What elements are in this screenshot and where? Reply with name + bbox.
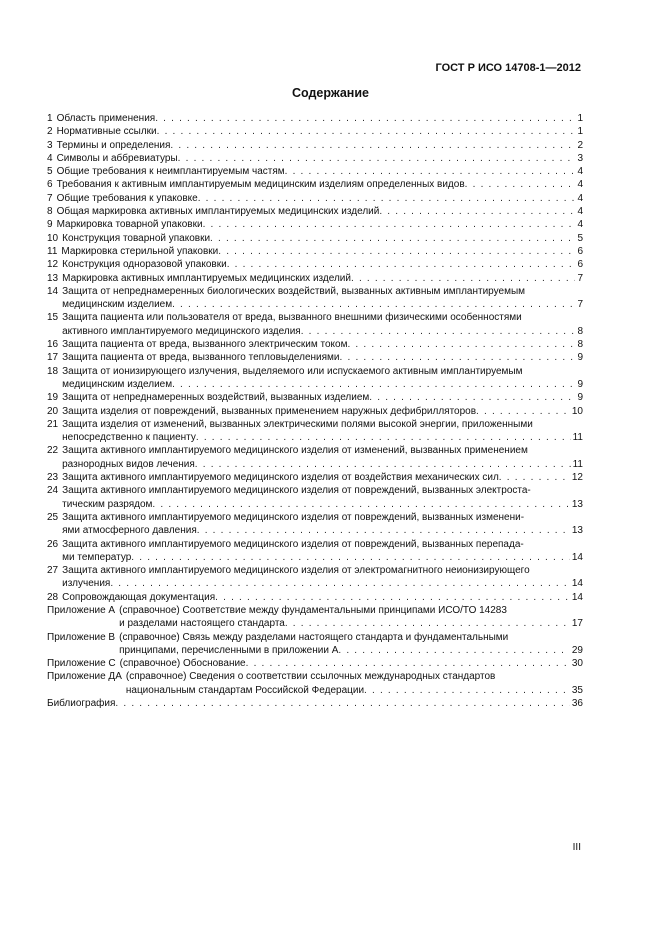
toc-entry-title: Защита активного имплантируемого медицинского изделия от электромагнитного неионизирующего bbox=[62, 565, 530, 577]
toc-entry[interactable] bbox=[47, 391, 583, 404]
toc-entry-title: активного имплантируемого медицинского изделия bbox=[62, 325, 301, 337]
page-title: Содержание bbox=[291, 86, 369, 100]
leader-dots bbox=[465, 178, 576, 191]
leader-dots bbox=[196, 431, 571, 444]
toc-page-number: 36 bbox=[571, 698, 583, 710]
toc-entry-number: 6 bbox=[47, 179, 53, 191]
toc-entry-title: (справочное) Соответствие между фундаментальными принципами ИСО/ТО 14283 bbox=[119, 604, 507, 616]
toc-page-number: 17 bbox=[571, 618, 583, 630]
toc-entry-title: Маркировка активных имплантируемых медицинских изделий bbox=[62, 272, 351, 284]
toc-entry-number: 4 bbox=[47, 152, 53, 164]
toc-page-number: 29 bbox=[571, 644, 583, 656]
toc-entry[interactable] bbox=[47, 205, 583, 218]
toc-page-number: 4 bbox=[577, 192, 583, 204]
leader-dots bbox=[218, 245, 575, 258]
leader-dots bbox=[157, 125, 576, 138]
toc-entry-title: (справочное) Обоснование bbox=[119, 658, 246, 670]
toc-entry-title: национальным стандартам Российской Федерации bbox=[125, 684, 365, 696]
toc-entry-number: 26 bbox=[47, 538, 59, 550]
toc-page-number: 12 bbox=[571, 472, 583, 484]
toc-entry[interactable] bbox=[47, 272, 583, 285]
toc-entry-title: Сопровождающая документация bbox=[62, 591, 216, 603]
toc-entry[interactable] bbox=[47, 471, 583, 484]
toc-page-number: 11 bbox=[572, 432, 583, 444]
toc-entry[interactable] bbox=[47, 351, 583, 364]
leader-dots bbox=[178, 152, 576, 165]
standard-header: ГОСТ Р ИСО 14708-1—2012 bbox=[435, 62, 581, 74]
toc-entry-title: Защита активного имплантируемого медицинского изделия от повреждений, вызванных изменени- bbox=[62, 511, 525, 523]
leader-dots bbox=[110, 577, 570, 590]
leader-dots bbox=[198, 192, 576, 205]
leader-dots bbox=[369, 391, 575, 404]
leader-dots bbox=[172, 378, 575, 391]
toc-entry[interactable] bbox=[47, 338, 583, 351]
leader-dots bbox=[285, 165, 576, 178]
toc-page-number: 1 bbox=[577, 113, 583, 124]
toc-entry[interactable] bbox=[47, 112, 583, 125]
toc-entry-title: тическим разрядом bbox=[62, 498, 153, 510]
toc-entry-title: Защита изделия от повреждений, вызванных применением наружных дефибрилляторов bbox=[62, 405, 477, 417]
toc-entry-number: Приложение В bbox=[47, 631, 116, 643]
toc-entry-title: Нормативные ссылки bbox=[56, 126, 157, 138]
toc-entry-title: Защита пациента от вреда, вызванного тепловыделениями bbox=[62, 352, 340, 364]
toc-entry-title: Защита активного имплантируемого медицинского изделия от воздействия механических сил bbox=[62, 472, 499, 484]
toc-page-number: 5 bbox=[577, 232, 583, 244]
leader-dots bbox=[170, 139, 575, 152]
toc-entry-title: излучения bbox=[62, 578, 111, 590]
toc-page-number: 4 bbox=[577, 206, 583, 218]
toc-entry-number: 22 bbox=[47, 445, 59, 457]
toc-entry-title: Общие требования к неимплантируемым частям bbox=[56, 166, 285, 178]
toc-entry-title: Символы и аббревиатуры bbox=[56, 152, 178, 164]
toc-page-number: 6 bbox=[577, 245, 583, 257]
toc-entry-title: Защита от непреднамеренных воздействий, вызванных изделием bbox=[62, 392, 370, 404]
toc-page-number: 13 bbox=[571, 525, 583, 537]
leader-dots bbox=[347, 338, 575, 351]
toc-entry-title: Защита активного имплантируемого медицинского изделия от повреждений, вызванных перепада- bbox=[62, 538, 524, 550]
toc-page-number: 9 bbox=[577, 352, 583, 364]
toc-entry-number: 10 bbox=[47, 232, 59, 244]
toc-entry[interactable] bbox=[47, 591, 583, 604]
toc-entry-title: Маркировка стерильной упаковки bbox=[61, 245, 219, 257]
toc-entry[interactable] bbox=[47, 511, 583, 538]
toc-entry-number: Приложение ДА bbox=[47, 671, 122, 683]
toc-page-number: 4 bbox=[577, 179, 583, 191]
toc-entry[interactable] bbox=[47, 139, 583, 152]
toc-entry-title: Защита пациента или пользователя от вреда, вызванного внешними физическими особенностями bbox=[62, 312, 522, 324]
toc-entry[interactable] bbox=[47, 405, 583, 418]
toc-entry-title: Маркировка товарной упаковки bbox=[56, 219, 203, 231]
toc-page-number: 4 bbox=[577, 219, 583, 231]
toc-entry-number: 21 bbox=[47, 418, 59, 430]
toc-page-number: 1 bbox=[577, 126, 583, 138]
leader-dots bbox=[499, 471, 570, 484]
leader-dots bbox=[215, 591, 570, 604]
toc-page-number: 14 bbox=[571, 578, 583, 590]
toc-entry-number: 5 bbox=[47, 166, 53, 178]
toc-entry[interactable] bbox=[47, 258, 583, 271]
toc-entry-number: 7 bbox=[47, 192, 53, 204]
leader-dots bbox=[131, 551, 570, 564]
toc-entry-title: Область применения bbox=[56, 113, 156, 124]
toc-entry-number: 25 bbox=[47, 511, 59, 523]
toc-entry-number: 20 bbox=[47, 405, 59, 417]
toc-entry-title: Защита пациента от вреда, вызванного электрическим током bbox=[62, 339, 348, 351]
toc-page-number: 7 bbox=[577, 299, 583, 311]
toc-entry-number: 12 bbox=[47, 259, 59, 271]
toc-page-number: 8 bbox=[577, 325, 583, 337]
toc-entry[interactable] bbox=[47, 125, 583, 138]
toc-page-number: 10 bbox=[571, 405, 583, 417]
toc-page-number: 9 bbox=[577, 392, 583, 404]
toc-entry[interactable] bbox=[47, 538, 583, 565]
toc-entry[interactable] bbox=[47, 657, 583, 670]
toc-entry[interactable] bbox=[47, 232, 583, 245]
toc-page-number: 13 bbox=[571, 498, 583, 510]
toc-entry-number: 13 bbox=[47, 272, 59, 284]
toc-entry-number: 28 bbox=[47, 591, 59, 603]
toc-page-number: 3 bbox=[577, 152, 583, 164]
toc-entry-number: Приложение С bbox=[47, 658, 116, 670]
toc-entry[interactable] bbox=[47, 564, 583, 591]
toc-page-number: 8 bbox=[577, 339, 583, 351]
table-of-contents bbox=[47, 112, 583, 710]
toc-page-number: 35 bbox=[571, 684, 583, 696]
leader-dots bbox=[351, 272, 575, 285]
leader-dots bbox=[195, 458, 571, 471]
leader-dots bbox=[197, 524, 570, 537]
toc-entry-number: 24 bbox=[47, 485, 59, 497]
leader-dots bbox=[203, 218, 576, 231]
leader-dots bbox=[364, 684, 570, 697]
toc-entry-title: непосредственно к пациенту bbox=[62, 432, 196, 444]
toc-page-number: 11 bbox=[572, 458, 583, 470]
toc-entry[interactable] bbox=[47, 178, 583, 191]
toc-entry-title: Защита активного имплантируемого медицинского изделия от изменений, вызванных применением bbox=[62, 445, 528, 457]
toc-page-number: 14 bbox=[571, 591, 583, 603]
leader-dots bbox=[379, 205, 575, 218]
toc-entry-title: Требования к активным имплантируемым медицинским изделиям определенных видов bbox=[56, 179, 465, 191]
toc-entry-title: Библиография bbox=[47, 698, 116, 710]
toc-entry[interactable] bbox=[47, 444, 583, 471]
toc-entry[interactable] bbox=[47, 192, 583, 205]
toc-entry-number: 3 bbox=[47, 139, 53, 151]
toc-entry[interactable] bbox=[47, 604, 583, 631]
toc-entry-number: 19 bbox=[47, 392, 59, 404]
toc-entry-title: Общие требования к упаковке bbox=[56, 192, 198, 204]
toc-entry-number: 17 bbox=[47, 352, 59, 364]
toc-entry-title: Защита от ионизирующего излучения, выделяемого или испускаемого активным имплантируемым bbox=[62, 365, 523, 377]
toc-page-number: 14 bbox=[571, 551, 583, 563]
toc-entry-title: Конструкция одноразовой упаковки bbox=[62, 259, 227, 271]
toc-page-number: 4 bbox=[577, 166, 583, 178]
toc-entry-number: 16 bbox=[47, 339, 59, 351]
toc-entry[interactable] bbox=[47, 285, 583, 312]
toc-entry-number: 8 bbox=[47, 206, 53, 218]
toc-page-number: 7 bbox=[577, 272, 583, 284]
leader-dots bbox=[340, 351, 576, 364]
toc-entry-title: Общая маркировка активных имплантируемых медицинских изделий bbox=[56, 206, 380, 218]
toc-entry[interactable] bbox=[47, 152, 583, 165]
leader-dots bbox=[246, 657, 570, 670]
leader-dots bbox=[155, 112, 575, 125]
toc-entry-title: и разделами настоящего стандарта bbox=[119, 618, 285, 630]
toc-entry[interactable] bbox=[47, 418, 583, 445]
toc-entry[interactable] bbox=[47, 484, 583, 511]
toc-entry[interactable] bbox=[47, 218, 583, 231]
toc-entry-number: 2 bbox=[47, 126, 53, 138]
toc-entry-title: Защита активного имплантируемого медицинского изделия от повреждений, вызванных электроста- bbox=[62, 485, 531, 497]
toc-entry-title: Защита от непреднамеренных биологических воздействий, вызванных активным имплантируемым bbox=[62, 285, 526, 297]
toc-entry-number: 18 bbox=[47, 365, 59, 377]
toc-entry-title: медицинским изделием bbox=[62, 299, 173, 311]
toc-entry-number: 1 bbox=[47, 113, 53, 124]
toc-entry-title: ми температур bbox=[62, 551, 132, 563]
leader-dots bbox=[476, 405, 570, 418]
toc-entry-number: 14 bbox=[47, 285, 59, 297]
toc-entry-number: 9 bbox=[47, 219, 53, 231]
toc-entry[interactable] bbox=[47, 311, 583, 338]
toc-entry-title: Защита изделия от изменений, вызванных электрическими полями высокой энергии, приложенными bbox=[62, 418, 533, 430]
toc-page-number: 6 bbox=[577, 259, 583, 271]
toc-page-number: 30 bbox=[571, 658, 583, 670]
toc-entry-number: 23 bbox=[47, 472, 59, 484]
toc-entry-title: Термины и определения bbox=[56, 139, 171, 151]
leader-dots bbox=[227, 258, 576, 271]
toc-entry-number: 11 bbox=[47, 245, 58, 257]
toc-entry[interactable] bbox=[47, 165, 583, 178]
toc-entry-title: ями атмосферного давления bbox=[62, 525, 197, 537]
toc-entry-title: (справочное) Сведения о соответствии ссылочных международных стандартов bbox=[125, 671, 496, 683]
leader-dots bbox=[285, 617, 570, 630]
toc-entry-title: разнородных видов лечения bbox=[62, 458, 195, 470]
toc-entry-title: (справочное) Связь между разделами настоящего стандарта и фундаментальными bbox=[119, 631, 509, 643]
toc-page-number: 2 bbox=[577, 139, 583, 151]
toc-entry-title: Конструкция товарной упаковки bbox=[62, 232, 211, 244]
leader-dots bbox=[210, 232, 575, 245]
leader-dots bbox=[301, 325, 576, 338]
leader-dots bbox=[172, 298, 575, 311]
toc-entry-number: 15 bbox=[47, 312, 59, 324]
toc-entry-title: медицинским изделием bbox=[62, 378, 173, 390]
toc-entry-title: принципами, перечисленными в приложении А bbox=[119, 644, 339, 656]
toc-page-number: 9 bbox=[577, 378, 583, 390]
toc-entry[interactable] bbox=[47, 631, 583, 658]
toc-entry-number: 27 bbox=[47, 565, 59, 577]
leader-dots bbox=[115, 697, 569, 710]
toc-entry-number: Приложение А bbox=[47, 604, 116, 616]
leader-dots bbox=[338, 644, 569, 657]
page-number: III bbox=[572, 842, 581, 853]
leader-dots bbox=[152, 498, 569, 511]
toc-entry[interactable] bbox=[47, 245, 583, 258]
toc-entry[interactable] bbox=[47, 365, 583, 392]
toc-entry[interactable] bbox=[47, 670, 583, 697]
toc-entry[interactable] bbox=[47, 697, 583, 710]
